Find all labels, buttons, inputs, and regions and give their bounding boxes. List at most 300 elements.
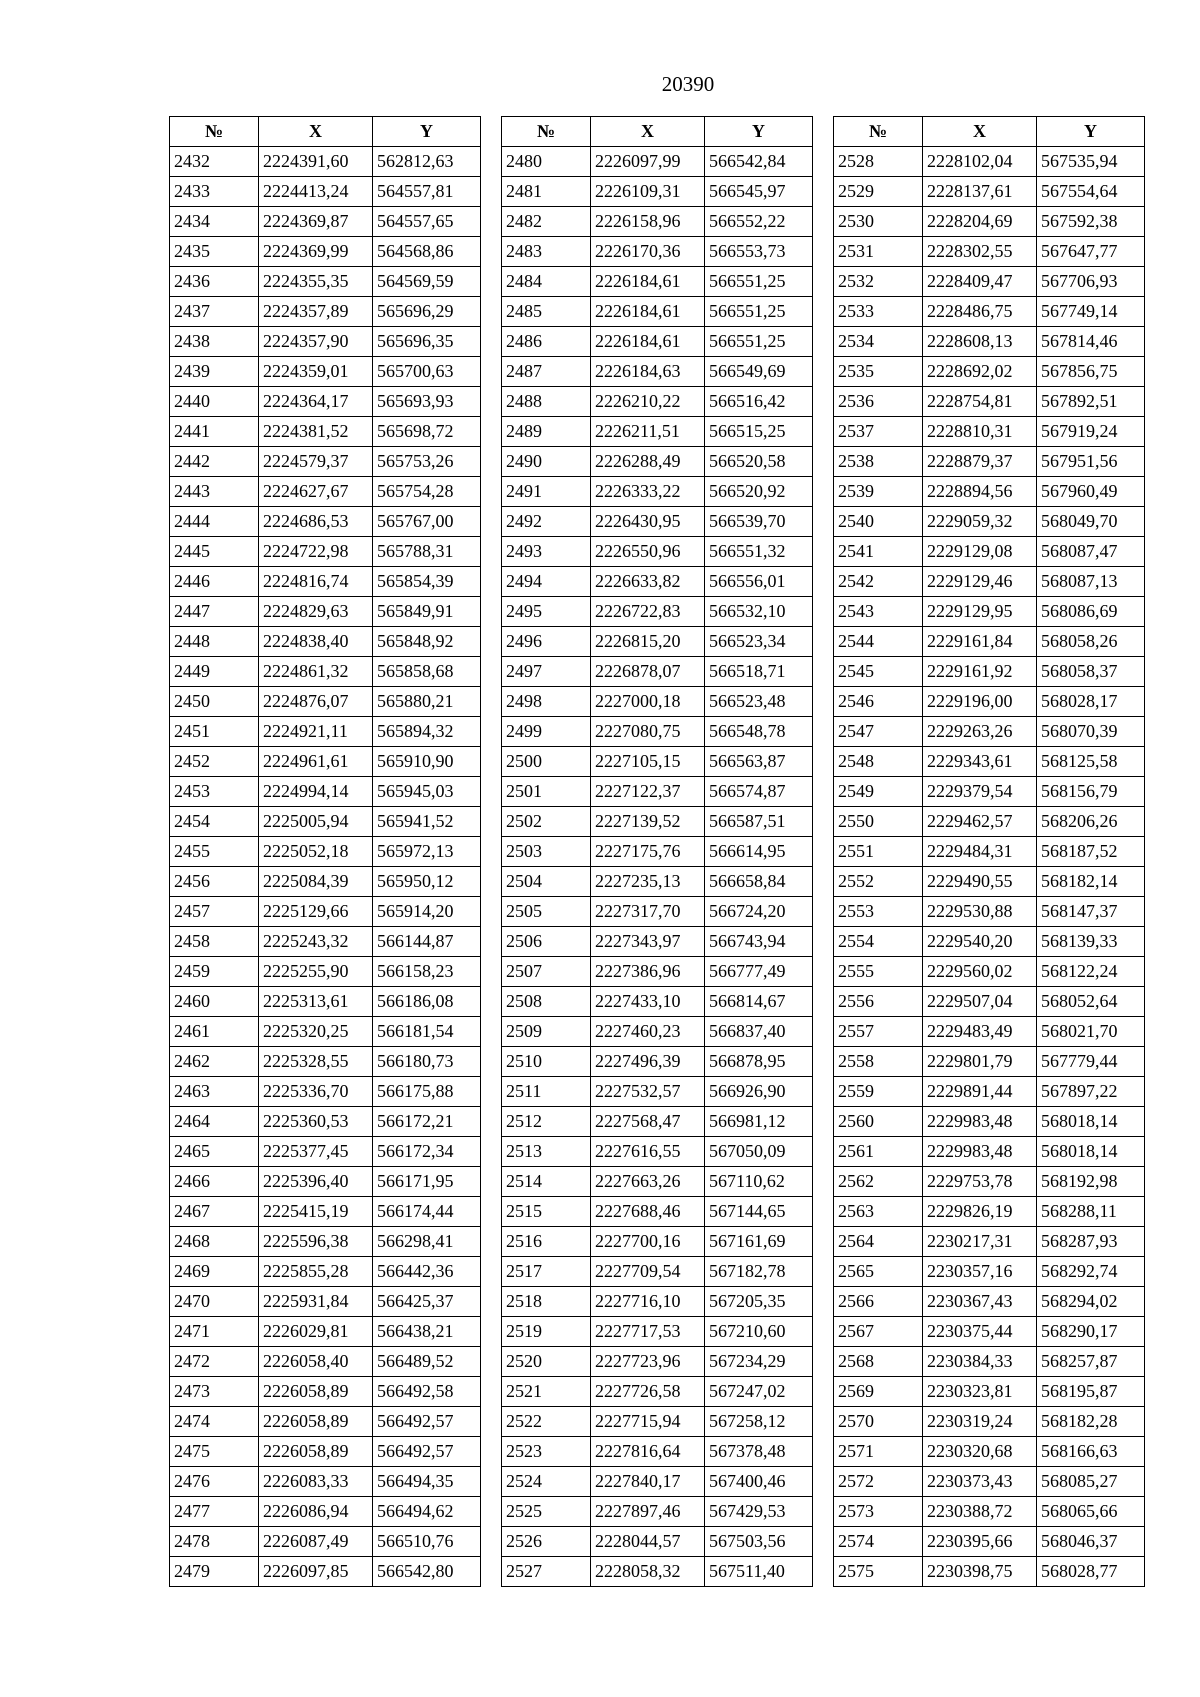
point-number-cell: 2485 [502,297,591,327]
header-x: X [591,117,705,147]
y-coordinate-cell: 568058,26 [1037,627,1145,657]
table-row [170,897,481,927]
y-coordinate-cell: 568087,47 [1037,537,1145,567]
y-coordinate-cell: 566494,62 [373,1497,481,1527]
point-number-cell: 2482 [502,207,591,237]
table-row [834,1137,1145,1167]
point-number-cell: 2467 [170,1197,259,1227]
x-coordinate-cell: 2230395,66 [923,1527,1037,1557]
point-number-cell: 2527 [502,1557,591,1587]
table-row [834,267,1145,297]
point-number-cell: 2466 [170,1167,259,1197]
x-coordinate-cell: 2226333,22 [591,477,705,507]
point-number-cell: 2486 [502,327,591,357]
x-coordinate-cell: 2225255,90 [259,957,373,987]
table-row [834,357,1145,387]
y-coordinate-cell: 567592,38 [1037,207,1145,237]
point-number-cell: 2521 [502,1377,591,1407]
point-number-cell: 2508 [502,987,591,1017]
table-row [834,987,1145,1017]
y-coordinate-cell: 568147,37 [1037,897,1145,927]
table-row [502,687,813,717]
x-coordinate-cell: 2228894,56 [923,477,1037,507]
y-coordinate-cell: 568058,37 [1037,657,1145,687]
y-coordinate-cell: 566587,51 [705,807,813,837]
point-number-cell: 2530 [834,207,923,237]
x-coordinate-cell: 2227840,17 [591,1467,705,1497]
point-number-cell: 2477 [170,1497,259,1527]
x-coordinate-cell: 2226211,51 [591,417,705,447]
y-coordinate-cell: 565696,29 [373,297,481,327]
x-coordinate-cell: 2224357,90 [259,327,373,357]
point-number-cell: 2443 [170,477,259,507]
table-row [170,1227,481,1257]
y-coordinate-cell: 568206,26 [1037,807,1145,837]
point-number-cell: 2561 [834,1137,923,1167]
table-row [170,987,481,1017]
y-coordinate-cell: 567234,29 [705,1347,813,1377]
table-row [170,867,481,897]
y-coordinate-cell: 567182,78 [705,1257,813,1287]
x-coordinate-cell: 2226058,89 [259,1377,373,1407]
point-number-cell: 2450 [170,687,259,717]
y-coordinate-cell: 567144,65 [705,1197,813,1227]
y-coordinate-cell: 566549,69 [705,357,813,387]
point-number-cell: 2453 [170,777,259,807]
y-coordinate-cell: 568292,74 [1037,1257,1145,1287]
table-row [170,957,481,987]
y-coordinate-cell: 568021,70 [1037,1017,1145,1047]
table-row [502,417,813,447]
point-number-cell: 2555 [834,957,923,987]
point-number-cell: 2560 [834,1107,923,1137]
point-number-cell: 2537 [834,417,923,447]
table-row [502,207,813,237]
x-coordinate-cell: 2224994,14 [259,777,373,807]
y-coordinate-cell: 565693,93 [373,387,481,417]
y-coordinate-cell: 567647,77 [1037,237,1145,267]
y-coordinate-cell: 568294,02 [1037,1287,1145,1317]
table-row [834,327,1145,357]
y-coordinate-cell: 566492,57 [373,1407,481,1437]
y-coordinate-cell: 568070,39 [1037,717,1145,747]
point-number-cell: 2441 [170,417,259,447]
table-row [834,1047,1145,1077]
x-coordinate-cell: 2225328,55 [259,1047,373,1077]
table-row [834,1497,1145,1527]
table-row [502,1437,813,1467]
point-number-cell: 2550 [834,807,923,837]
y-coordinate-cell: 566174,44 [373,1197,481,1227]
x-coordinate-cell: 2227122,37 [591,777,705,807]
y-coordinate-cell: 567205,35 [705,1287,813,1317]
point-number-cell: 2520 [502,1347,591,1377]
point-number-cell: 2438 [170,327,259,357]
table-row [834,627,1145,657]
x-coordinate-cell: 2226086,94 [259,1497,373,1527]
x-coordinate-cell: 2229484,31 [923,837,1037,867]
table-row [170,477,481,507]
header-y: Y [1037,117,1145,147]
table-row [170,1077,481,1107]
x-coordinate-cell: 2227139,52 [591,807,705,837]
table-row [170,1197,481,1227]
point-number-cell: 2563 [834,1197,923,1227]
x-coordinate-cell: 2226550,96 [591,537,705,567]
point-number-cell: 2574 [834,1527,923,1557]
table-row [502,1137,813,1167]
x-coordinate-cell: 2226097,99 [591,147,705,177]
table-row [502,147,813,177]
x-coordinate-cell: 2224357,89 [259,297,373,327]
x-coordinate-cell: 2226158,96 [591,207,705,237]
table-row [834,867,1145,897]
point-number-cell: 2516 [502,1227,591,1257]
y-coordinate-cell: 566186,08 [373,987,481,1017]
x-coordinate-cell: 2229161,92 [923,657,1037,687]
table-row [834,297,1145,327]
x-coordinate-cell: 2227616,55 [591,1137,705,1167]
x-coordinate-cell: 2225855,28 [259,1257,373,1287]
point-number-cell: 2549 [834,777,923,807]
point-number-cell: 2546 [834,687,923,717]
point-number-cell: 2479 [170,1557,259,1587]
y-coordinate-cell: 565700,63 [373,357,481,387]
x-coordinate-cell: 2230357,16 [923,1257,1037,1287]
x-coordinate-cell: 2226083,33 [259,1467,373,1497]
x-coordinate-cell: 2228102,04 [923,147,1037,177]
point-number-cell: 2432 [170,147,259,177]
x-coordinate-cell: 2225377,45 [259,1137,373,1167]
point-number-cell: 2481 [502,177,591,207]
x-coordinate-cell: 2224829,63 [259,597,373,627]
point-number-cell: 2538 [834,447,923,477]
x-coordinate-cell: 2225243,32 [259,927,373,957]
x-coordinate-cell: 2229530,88 [923,897,1037,927]
y-coordinate-cell: 566516,42 [705,387,813,417]
x-coordinate-cell: 2226815,20 [591,627,705,657]
table-row [834,1317,1145,1347]
x-coordinate-cell: 2230384,33 [923,1347,1037,1377]
table-row [170,1287,481,1317]
y-coordinate-cell: 566574,87 [705,777,813,807]
x-coordinate-cell: 2230217,31 [923,1227,1037,1257]
y-coordinate-cell: 568046,37 [1037,1527,1145,1557]
y-coordinate-cell: 566520,92 [705,477,813,507]
point-number-cell: 2454 [170,807,259,837]
table-row [170,357,481,387]
x-coordinate-cell: 2227343,97 [591,927,705,957]
x-coordinate-cell: 2226210,22 [591,387,705,417]
y-coordinate-cell: 565858,68 [373,657,481,687]
y-coordinate-cell: 566520,58 [705,447,813,477]
table-header-row [834,117,1145,147]
table-row [502,267,813,297]
point-number-cell: 2568 [834,1347,923,1377]
y-coordinate-cell: 566837,40 [705,1017,813,1047]
point-number-cell: 2470 [170,1287,259,1317]
y-coordinate-cell: 566180,73 [373,1047,481,1077]
x-coordinate-cell: 2229129,95 [923,597,1037,627]
x-coordinate-cell: 2227080,75 [591,717,705,747]
x-coordinate-cell: 2229129,08 [923,537,1037,567]
table-row [170,1377,481,1407]
point-number-cell: 2503 [502,837,591,867]
y-coordinate-cell: 566878,95 [705,1047,813,1077]
y-coordinate-cell: 566518,71 [705,657,813,687]
point-number-cell: 2558 [834,1047,923,1077]
point-number-cell: 2536 [834,387,923,417]
y-coordinate-cell: 566551,32 [705,537,813,567]
x-coordinate-cell: 2225415,19 [259,1197,373,1227]
table-row [170,627,481,657]
table-row [170,927,481,957]
table-row [502,717,813,747]
table-row [170,207,481,237]
y-coordinate-cell: 568018,14 [1037,1137,1145,1167]
point-number-cell: 2569 [834,1377,923,1407]
header-x: X [923,117,1037,147]
y-coordinate-cell: 566438,21 [373,1317,481,1347]
y-coordinate-cell: 566545,97 [705,177,813,207]
y-coordinate-cell: 566492,57 [373,1437,481,1467]
x-coordinate-cell: 2226878,07 [591,657,705,687]
table-row [502,1227,813,1257]
point-number-cell: 2541 [834,537,923,567]
table-row [170,297,481,327]
x-coordinate-cell: 2226109,31 [591,177,705,207]
x-coordinate-cell: 2227816,64 [591,1437,705,1467]
table-header-row [170,117,481,147]
y-coordinate-cell: 566542,80 [373,1557,481,1587]
y-coordinate-cell: 567258,12 [705,1407,813,1437]
y-coordinate-cell: 565754,28 [373,477,481,507]
y-coordinate-cell: 565945,03 [373,777,481,807]
x-coordinate-cell: 2228058,32 [591,1557,705,1587]
y-coordinate-cell: 567706,93 [1037,267,1145,297]
point-number-cell: 2436 [170,267,259,297]
table-row [502,297,813,327]
y-coordinate-cell: 566425,37 [373,1287,481,1317]
y-coordinate-cell: 567814,46 [1037,327,1145,357]
y-coordinate-cell: 565910,90 [373,747,481,777]
point-number-cell: 2444 [170,507,259,537]
table-row [170,1467,481,1497]
y-coordinate-cell: 565854,39 [373,567,481,597]
x-coordinate-cell: 2227700,16 [591,1227,705,1257]
y-coordinate-cell: 562812,63 [373,147,481,177]
table-row [834,567,1145,597]
table-row [834,1017,1145,1047]
x-coordinate-cell: 2224364,17 [259,387,373,417]
table-row [502,357,813,387]
x-coordinate-cell: 2228302,55 [923,237,1037,267]
coordinate-table-2 [501,116,813,1587]
table-row [170,1347,481,1377]
point-number-cell: 2500 [502,747,591,777]
y-coordinate-cell: 568028,17 [1037,687,1145,717]
table-row [502,1347,813,1377]
point-number-cell: 2446 [170,567,259,597]
y-coordinate-cell: 568192,98 [1037,1167,1145,1197]
point-number-cell: 2573 [834,1497,923,1527]
point-number-cell: 2491 [502,477,591,507]
point-number-cell: 2528 [834,147,923,177]
y-coordinate-cell: 566442,36 [373,1257,481,1287]
x-coordinate-cell: 2229161,84 [923,627,1037,657]
point-number-cell: 2445 [170,537,259,567]
y-coordinate-cell: 566175,88 [373,1077,481,1107]
y-coordinate-cell: 566552,22 [705,207,813,237]
x-coordinate-cell: 2228608,13 [923,327,1037,357]
x-coordinate-cell: 2229263,26 [923,717,1037,747]
point-number-cell: 2495 [502,597,591,627]
point-number-cell: 2456 [170,867,259,897]
y-coordinate-cell: 568290,17 [1037,1317,1145,1347]
x-coordinate-cell: 2224355,35 [259,267,373,297]
point-number-cell: 2559 [834,1077,923,1107]
y-coordinate-cell: 567161,69 [705,1227,813,1257]
y-coordinate-cell: 568187,52 [1037,837,1145,867]
y-coordinate-cell: 566926,90 [705,1077,813,1107]
point-number-cell: 2544 [834,627,923,657]
point-number-cell: 2510 [502,1047,591,1077]
x-coordinate-cell: 2224413,24 [259,177,373,207]
y-coordinate-cell: 567535,94 [1037,147,1145,177]
table-row [170,747,481,777]
y-coordinate-cell: 565696,35 [373,327,481,357]
table-row [502,327,813,357]
table-row [834,477,1145,507]
y-coordinate-cell: 568052,64 [1037,987,1145,1017]
point-number-cell: 2463 [170,1077,259,1107]
x-coordinate-cell: 2228486,75 [923,297,1037,327]
table-row [502,537,813,567]
table-row [170,1137,481,1167]
table-row [502,987,813,1017]
point-number-cell: 2551 [834,837,923,867]
table-row [502,807,813,837]
x-coordinate-cell: 2227715,94 [591,1407,705,1437]
x-coordinate-cell: 2227568,47 [591,1107,705,1137]
y-coordinate-cell: 566298,41 [373,1227,481,1257]
x-coordinate-cell: 2226058,89 [259,1407,373,1437]
table-row [502,867,813,897]
x-coordinate-cell: 2226184,61 [591,267,705,297]
table-row [502,657,813,687]
y-coordinate-cell: 565972,13 [373,837,481,867]
point-number-cell: 2434 [170,207,259,237]
table-row [170,1557,481,1587]
y-coordinate-cell: 566553,73 [705,237,813,267]
y-coordinate-cell: 568182,14 [1037,867,1145,897]
table-row [834,207,1145,237]
y-coordinate-cell: 566743,94 [705,927,813,957]
x-coordinate-cell: 2225596,38 [259,1227,373,1257]
table-row [834,1407,1145,1437]
x-coordinate-cell: 2228754,81 [923,387,1037,417]
table-row [170,807,481,837]
table-row [170,1497,481,1527]
point-number-cell: 2493 [502,537,591,567]
table-row [170,147,481,177]
table-row [170,687,481,717]
table-row [502,777,813,807]
x-coordinate-cell: 2226058,40 [259,1347,373,1377]
x-coordinate-cell: 2229983,48 [923,1137,1037,1167]
table-row [502,957,813,987]
x-coordinate-cell: 2227460,23 [591,1017,705,1047]
y-coordinate-cell: 568122,24 [1037,957,1145,987]
point-number-cell: 2572 [834,1467,923,1497]
x-coordinate-cell: 2226087,49 [259,1527,373,1557]
x-coordinate-cell: 2229379,54 [923,777,1037,807]
table-row [502,597,813,627]
point-number-cell: 2566 [834,1287,923,1317]
x-coordinate-cell: 2225931,84 [259,1287,373,1317]
x-coordinate-cell: 2230375,44 [923,1317,1037,1347]
point-number-cell: 2575 [834,1557,923,1587]
point-number-cell: 2525 [502,1497,591,1527]
y-coordinate-cell: 566515,25 [705,417,813,447]
x-coordinate-cell: 2227496,39 [591,1047,705,1077]
y-coordinate-cell: 568087,13 [1037,567,1145,597]
y-coordinate-cell: 568049,70 [1037,507,1145,537]
y-coordinate-cell: 566551,25 [705,327,813,357]
table-row [170,1167,481,1197]
y-coordinate-cell: 566777,49 [705,957,813,987]
table-row [834,927,1145,957]
table-row [170,1257,481,1287]
table-row [170,237,481,267]
point-number-cell: 2490 [502,447,591,477]
table-row [502,837,813,867]
y-coordinate-cell: 565788,31 [373,537,481,567]
table-row [502,1557,813,1587]
y-coordinate-cell: 567554,64 [1037,177,1145,207]
y-coordinate-cell: 566489,52 [373,1347,481,1377]
table-row [170,1107,481,1137]
table-row [502,1047,813,1077]
point-number-cell: 2523 [502,1437,591,1467]
table-row [170,447,481,477]
table-row [834,657,1145,687]
y-coordinate-cell: 566532,10 [705,597,813,627]
point-number-cell: 2543 [834,597,923,627]
x-coordinate-cell: 2229826,19 [923,1197,1037,1227]
point-number-cell: 2519 [502,1317,591,1347]
y-coordinate-cell: 566551,25 [705,297,813,327]
y-coordinate-cell: 567503,56 [705,1527,813,1557]
table-row [834,1287,1145,1317]
x-coordinate-cell: 2225396,40 [259,1167,373,1197]
table-row [170,507,481,537]
y-coordinate-cell: 568018,14 [1037,1107,1145,1137]
x-coordinate-cell: 2230319,24 [923,1407,1037,1437]
y-coordinate-cell: 567429,53 [705,1497,813,1527]
point-number-cell: 2439 [170,357,259,387]
point-number-cell: 2457 [170,897,259,927]
point-number-cell: 2518 [502,1287,591,1317]
x-coordinate-cell: 2228692,02 [923,357,1037,387]
point-number-cell: 2540 [834,507,923,537]
y-coordinate-cell: 567856,75 [1037,357,1145,387]
y-coordinate-cell: 565848,92 [373,627,481,657]
y-coordinate-cell: 568086,69 [1037,597,1145,627]
y-coordinate-cell: 566724,20 [705,897,813,927]
y-coordinate-cell: 566614,95 [705,837,813,867]
x-coordinate-cell: 2226288,49 [591,447,705,477]
